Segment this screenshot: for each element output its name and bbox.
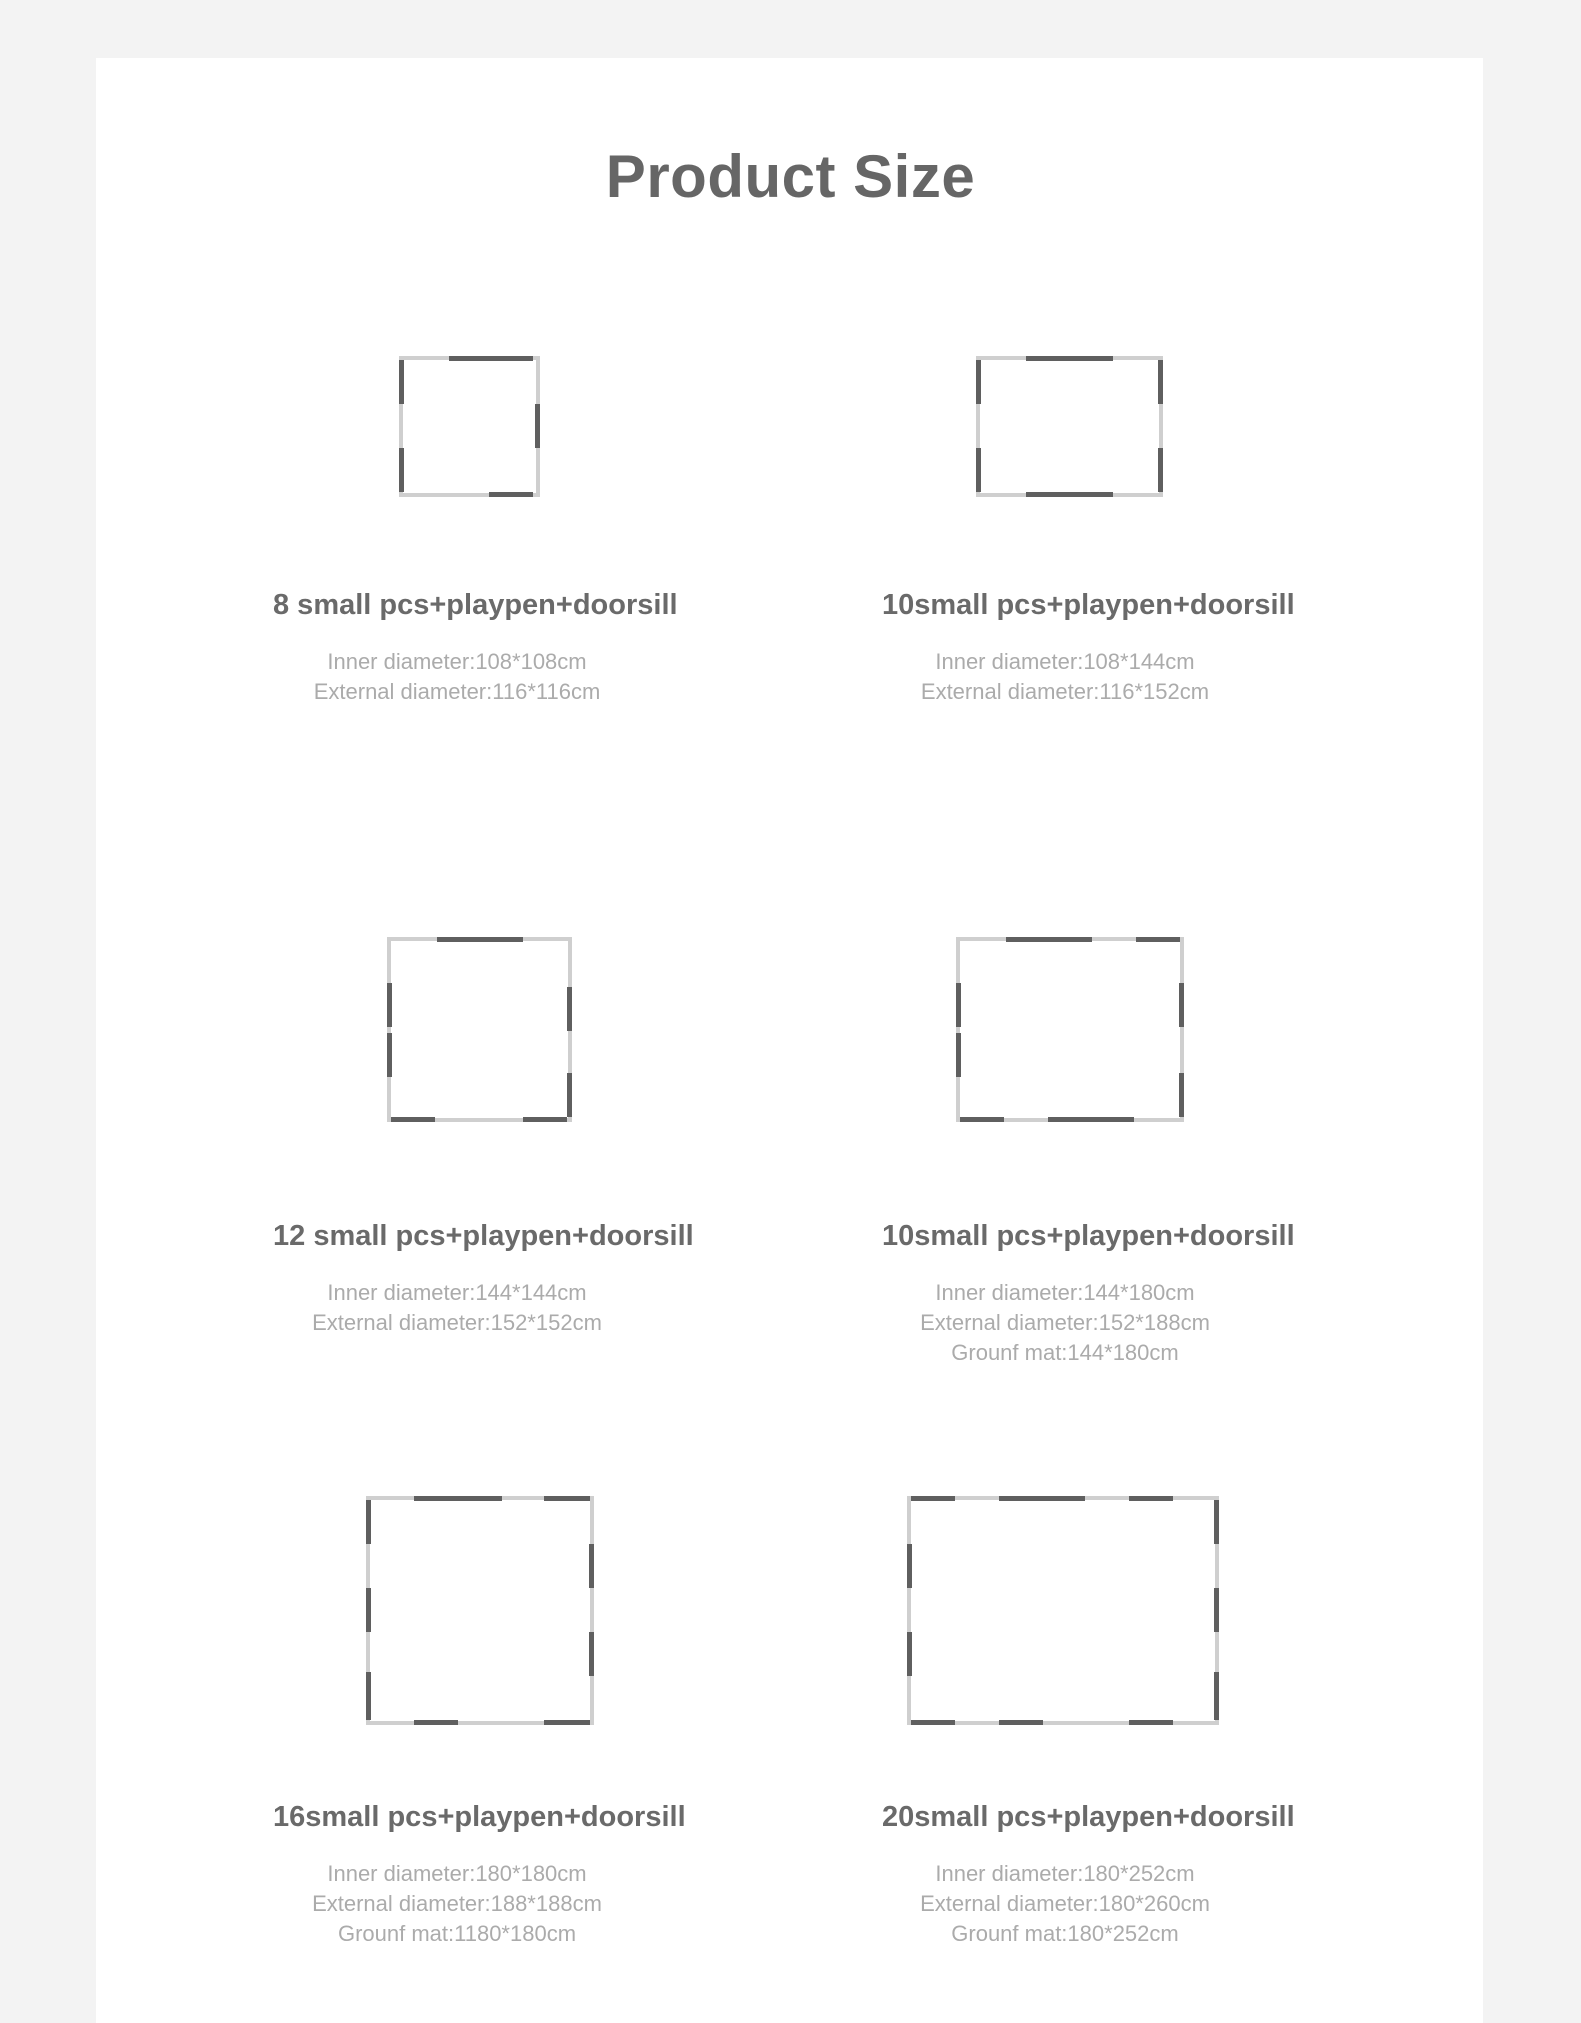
playpen-diagram-16pcs bbox=[366, 1496, 594, 1725]
ground-mat: Grounf mat:180*252cm bbox=[951, 1921, 1179, 1946]
playpen-diagram-10pcs-large bbox=[956, 937, 1184, 1122]
inner-diameter: Inner diameter:180*252cm bbox=[935, 1861, 1195, 1886]
inner-diameter: Inner diameter:180*180cm bbox=[327, 1861, 587, 1886]
external-diameter: External diameter:152*188cm bbox=[920, 1310, 1210, 1335]
product-specs bbox=[290, 1859, 624, 1949]
inner-diameter: Inner diameter:108*144cm bbox=[935, 649, 1195, 674]
product-name: 10small pcs+playpen+doorsill bbox=[882, 589, 1295, 621]
external-diameter: External diameter:188*188cm bbox=[312, 1891, 602, 1916]
product-name: 10small pcs+playpen+doorsill bbox=[882, 1220, 1295, 1252]
inner-diameter: Inner diameter:144*144cm bbox=[327, 1280, 587, 1305]
inner-diameter: Inner diameter:144*180cm bbox=[935, 1280, 1195, 1305]
product-name: 16small pcs+playpen+doorsill bbox=[273, 1801, 686, 1833]
playpen-diagram-8pcs bbox=[399, 356, 540, 497]
product-name: 20small pcs+playpen+doorsill bbox=[882, 1801, 1295, 1833]
ground-mat: Grounf mat:144*180cm bbox=[951, 1340, 1179, 1365]
ground-mat: Grounf mat:1180*180cm bbox=[337, 1921, 577, 1946]
external-diameter: External diameter:180*260cm bbox=[920, 1891, 1210, 1916]
external-diameter: External diameter:116*152cm bbox=[920, 679, 1210, 704]
product-name: 12 small pcs+playpen+doorsill bbox=[273, 1220, 694, 1252]
product-specs bbox=[898, 1859, 1232, 1949]
external-diameter: External diameter:152*152cm bbox=[312, 1310, 602, 1335]
product-size-card bbox=[96, 58, 1483, 2023]
product-specs bbox=[898, 1278, 1232, 1368]
page-title: Product Size bbox=[605, 143, 976, 210]
playpen-diagram-12pcs bbox=[387, 937, 572, 1122]
product-specs bbox=[290, 647, 624, 707]
inner-diameter: Inner diameter:108*108cm bbox=[327, 649, 587, 674]
playpen-diagram-10pcs bbox=[976, 356, 1163, 497]
product-specs bbox=[898, 647, 1232, 707]
external-diameter: External diameter:116*116cm bbox=[313, 679, 601, 704]
product-name: 8 small pcs+playpen+doorsill bbox=[273, 589, 678, 621]
product-specs bbox=[290, 1278, 624, 1338]
playpen-diagram-20pcs bbox=[907, 1496, 1219, 1725]
